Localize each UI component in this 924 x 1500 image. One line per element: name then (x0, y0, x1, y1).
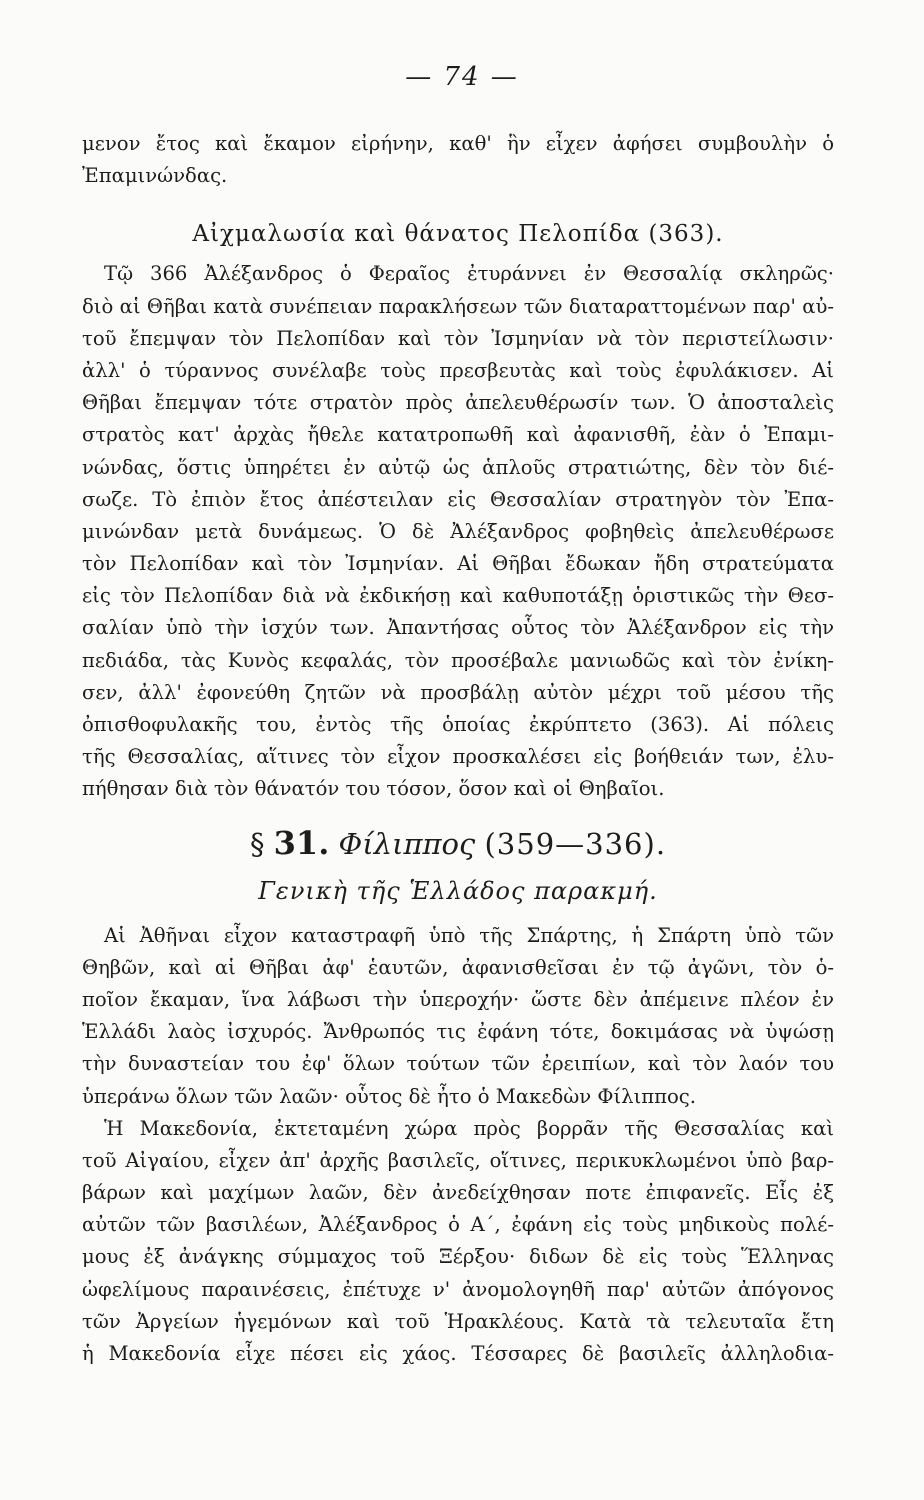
text-line: εἰς τὸν Πελοπίδαν διὰ νὰ ἐκδικήσῃ καὶ καθυποτάξῃ ὁριστικῶς τὴν Θεσ- (82, 584, 834, 608)
text-line: σωζε. Τὸ ἐπιὸν ἔτος ἀπέστειλαν εἰς Θεσσαλίαν στρατηγὸν τὸν Ἐπα- (82, 487, 834, 511)
text-line: πεδιάδα, τὰς Κυνὸς κεφαλάς, τὸν προσέβαλε μανιωδῶς καὶ τὸν ἐνίκη- (82, 648, 834, 672)
text-line: Θῆβαι ἔπεμψαν τότε στρατὸν πρὸς ἀπελευθέρωσίν των. Ὁ ἀποσταλεὶς (82, 391, 834, 415)
text-line: αὐτῶν τῶν βασιλέων, Ἀλέξανδρος ὁ Α΄, ἐφάνη εἰς τοὺς μηδικοὺς πολέ- (82, 1213, 834, 1237)
section-mark: § (249, 826, 265, 861)
text-line: τὴν δυναστείαν του ἐφ' ὅλων τούτων τῶν ἐρειπίων, καὶ τὸν λαόν του (82, 1052, 834, 1076)
section-number: 31. (273, 823, 330, 862)
paragraph-macedonia (82, 1113, 834, 1371)
text-line: μενον ἔτος καὶ ἔκαμον εἰρήνην, καθ' ἣν εἶχεν ἀφήσει συμβουλὴν ὁ (82, 132, 834, 155)
text-line: ἡ Μακεδονία εἶχε πέσει εἰς χάος. Τέσσαρες δὲ βασιλεῖς ἀλληλοδια- (82, 1342, 834, 1365)
text-line: Αἱ Ἀθῆναι εἶχον καταστραφῆ ὑπὸ τῆς Σπάρτης, ἡ Σπάρτη ὑπὸ τῶν (104, 923, 834, 947)
text-line: σεν, ἀλλ' ἐφονεύθη ζητῶν νὰ προσβάλῃ αὐτὸν μέχρι τοῦ μέσου τῆς (82, 680, 834, 704)
text-line: τὸν Πελοπίδαν καὶ τὸν Ἰσμηνίαν. Αἱ Θῆβαι ἔδωκαν ἤδη στρατεύματα (82, 552, 834, 576)
section-name: Φίλιππος (338, 826, 476, 861)
text-line: Τῷ 366 Ἀλέξανδρος ὁ Φεραῖος ἐτυράννει ἐν Θεσσαλίᾳ σκληρῶς· (104, 262, 834, 286)
text-line: τοῦ Αἰγαίου, εἶχεν ἀπ' ἀρχῆς βασιλεῖς, οἵτινες, περικυκλωμένοι ὑπὸ βαρ- (82, 1148, 834, 1172)
text-block (82, 128, 834, 1370)
paragraph-athens (82, 920, 834, 1113)
text-line: στρατὸς κατ' ἀρχὰς ἤθελε κατατροπωθῆ καὶ ἀφανισθῆ, ἐὰν ὁ Ἐπαμι- (82, 423, 834, 447)
text-line: Θηβῶν, καὶ αἱ Θῆβαι ἀφ' ἑαυτῶν, ἀφανισθεῖσαι ἐν τῷ ἀγῶνι, τὸν ὁ- (82, 955, 834, 979)
text-line: τῆς Θεσσαλίας, αἵτινες τὸν εἶχον προσκαλέσει εἰς βοήθειάν των, ἐλυ- (82, 745, 834, 769)
text-line: μινώνδαν μετὰ δυνάμεως. Ὁ δὲ Ἀλέξανδρος φοβηθεὶς ἀπελευθέρωσε (82, 519, 834, 543)
text-line: διὸ αἱ Θῆβαι κατὰ συνέπειαν παρακλήσεων τῶν διαταραττομένων παρ' αὐ- (82, 294, 834, 318)
section-heading-philip (82, 818, 834, 868)
text-line: ποῖον ἔκαμαν, ἵνα λάβωσι τὴν ὑπεροχήν· ὥστε δὲν ἀπέμεινε πλέον ἐν (82, 987, 834, 1011)
text-line: νώνδας, ὅστις ὑπηρέτει ἐν αὐτῷ ὡς ἁπλοῦς στρατιώτης, δὲν τὸν διέ- (82, 455, 834, 479)
text-line: σαλίαν ὑπὸ τὴν ἰσχύν των. Ἀπαντήσας οὗτος τὸν Ἀλέξανδρον εἰς τὴν (82, 616, 834, 640)
text-line: Ἐπαμινώνδας. (82, 164, 228, 188)
section-dates: (359—336). (484, 826, 667, 861)
subheading-captivity-death-pelopidas: Αἰχμαλωσία καὶ θάνατος Πελοπίδα (363). (192, 221, 724, 248)
text-line: Ἡ Μακεδονία, ἐκτεταμένη χώρα πρὸς βορρᾶν τῆς Θεσσαλίας καὶ (104, 1116, 834, 1140)
text-line: ὀπισθοφυλακῆς του, ἐντὸς τῆς ὁποίας ἐκρύπτετο (363). Αἱ πόλεις (82, 713, 834, 736)
text-line: ἀλλ' ὁ τύραννος συνέλαβε τοὺς πρεσβευτὰς καὶ τοὺς ἐφυλάκισεν. Αἱ (82, 358, 834, 382)
paragraph-pelopidas (82, 258, 834, 805)
text-line: μους ἐξ ἀνάγκης σύμμαχος τοῦ Ξέρξου· διδων δὲ εἰς τοὺς Ἕλληνας (82, 1245, 834, 1269)
paragraph-continuation (82, 128, 834, 192)
text-line: τῶν Ἀργείων ἡγεμόνων καὶ τοῦ Ἡρακλέους. Κατὰ τὰ τελευταῖα ἔτη (82, 1309, 834, 1333)
subheading-general-decline: Γενικὴ τῆς Ἑλλάδος παρακμή. (258, 876, 658, 905)
page-number: — 74 — (405, 62, 519, 92)
text-line: βάρων καὶ μαχίμων λαῶν, δὲν ἀνεδείχθησαν ποτε ἐπιφανεῖς. Εἷς ἐξ (82, 1181, 834, 1205)
text-line: Ἑλλάδι λαὸς ἰσχυρός. Ἄνθρωπός τις ἐφάνη τότε, δοκιμάσας νὰ ὑψώσῃ (82, 1020, 834, 1044)
text-line: πήθησαν διὰ τὸν θάνατόν του τόσον, ὅσον καὶ οἱ Θηβαῖοι. (82, 777, 665, 801)
text-line: ὑπεράνω ὅλων τῶν λαῶν· οὗτος δὲ ἦτο ὁ Μακεδὼν Φίλιππος. (82, 1084, 697, 1108)
text-line: ὠφελίμους παραινέσεις, ἐπέτυχε ν' ἀνομολογηθῆ παρ' αὐτῶν ἀπόγονος (82, 1277, 834, 1301)
text-line: τοῦ ἔπεμψαν τὸν Πελοπίδαν καὶ τὸν Ἰσμηνίαν νὰ τὸν περιστείλωσιν· (82, 326, 834, 350)
